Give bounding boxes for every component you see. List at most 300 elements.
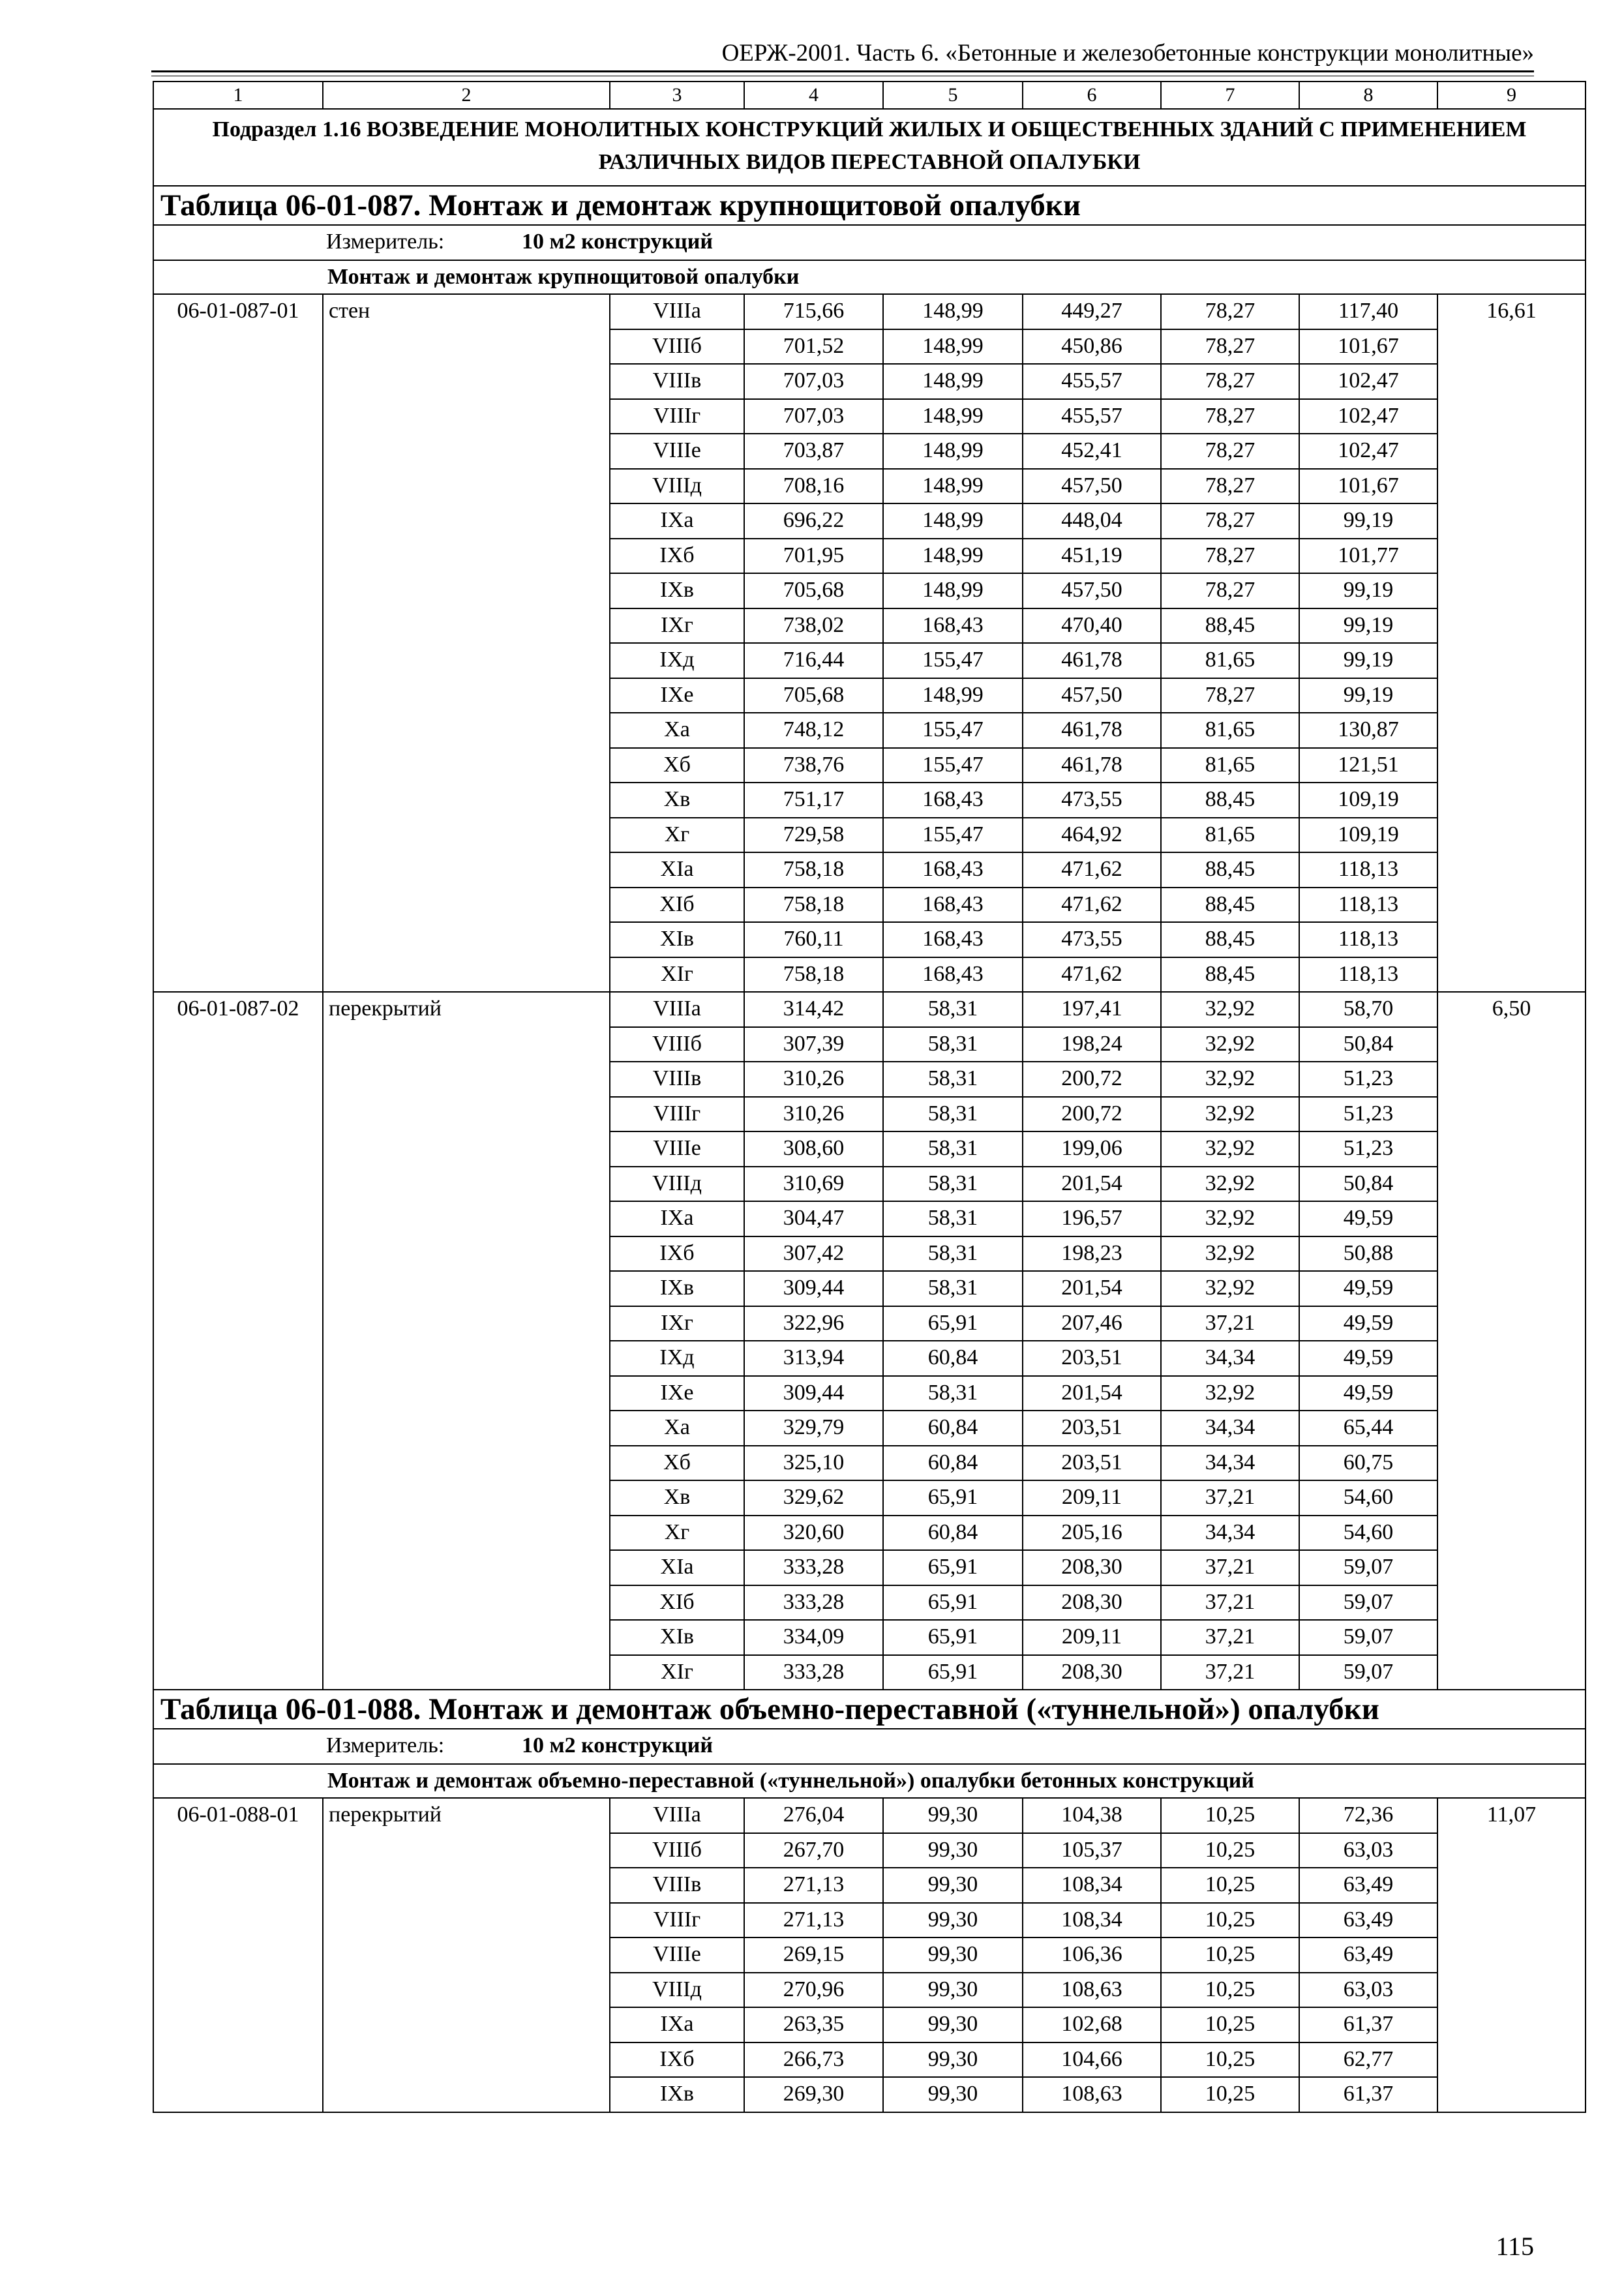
value-cell: 102,47 (1299, 399, 1437, 434)
value-cell: 81,65 (1161, 748, 1299, 783)
value-cell: 58,31 (883, 992, 1023, 1027)
region-cell: VIIIв (610, 1062, 744, 1097)
value-cell: 10,25 (1161, 1903, 1299, 1938)
region-cell: VIIIе (610, 1131, 744, 1167)
region-cell: Xа (610, 713, 744, 748)
value-cell: 168,43 (883, 852, 1023, 888)
value-cell: 471,62 (1023, 957, 1161, 993)
value-cell: 10,25 (1161, 2042, 1299, 2078)
value-cell: 32,92 (1161, 1271, 1299, 1306)
region-cell: VIIIв (610, 364, 744, 399)
value-cell: 708,16 (744, 469, 883, 504)
table-title: Таблица 06-01-087. Монтаж и демонтаж крупнощитовой опалубки (153, 186, 1586, 225)
value-cell: 209,11 (1023, 1480, 1161, 1516)
value-cell: 59,07 (1299, 1655, 1437, 1690)
value-cell: 334,09 (744, 1620, 883, 1655)
value-cell: 461,78 (1023, 713, 1161, 748)
value-cell: 81,65 (1161, 713, 1299, 748)
value-cell: 451,19 (1023, 539, 1161, 574)
value-cell: 58,31 (883, 1062, 1023, 1097)
column-number: 5 (883, 82, 1023, 109)
region-cell: VIIIд (610, 1973, 744, 2008)
value-cell: 751,17 (744, 783, 883, 818)
value-cell: 105,37 (1023, 1833, 1161, 1868)
value-cell: 99,30 (883, 1868, 1023, 1903)
value-cell: 276,04 (744, 1798, 883, 1833)
value-cell: 473,55 (1023, 783, 1161, 818)
value-cell: 32,92 (1161, 1062, 1299, 1097)
value-cell: 155,47 (883, 748, 1023, 783)
value-cell: 32,92 (1161, 1167, 1299, 1202)
value-cell: 705,68 (744, 678, 883, 713)
value-cell: 50,88 (1299, 1236, 1437, 1272)
value-cell: 59,07 (1299, 1620, 1437, 1655)
value-cell: 58,70 (1299, 992, 1437, 1027)
value-cell: 88,45 (1161, 783, 1299, 818)
value-cell: 148,99 (883, 329, 1023, 365)
value-cell: 63,49 (1299, 1868, 1437, 1903)
region-cell: IXг (610, 608, 744, 644)
value-cell: 65,91 (883, 1306, 1023, 1341)
value-cell: 310,26 (744, 1062, 883, 1097)
value-cell: 307,42 (744, 1236, 883, 1272)
value-cell: 37,21 (1161, 1306, 1299, 1341)
value-cell: 78,27 (1161, 573, 1299, 608)
value-cell: 266,73 (744, 2042, 883, 2078)
value-cell: 49,59 (1299, 1306, 1437, 1341)
value-cell: 452,41 (1023, 434, 1161, 469)
value-cell: 51,23 (1299, 1062, 1437, 1097)
value-cell: 148,99 (883, 364, 1023, 399)
value-cell: 329,62 (744, 1480, 883, 1516)
meter-label: Измеритель: (326, 1733, 445, 1758)
value-cell: 455,57 (1023, 364, 1161, 399)
value-cell: 78,27 (1161, 678, 1299, 713)
value-cell: 748,12 (744, 713, 883, 748)
region-cell: VIIIа (610, 294, 744, 329)
value-cell: 155,47 (883, 818, 1023, 853)
value-cell: 108,63 (1023, 1973, 1161, 2008)
header-rule (151, 70, 1534, 72)
value-cell: 101,67 (1299, 329, 1437, 365)
table-row (153, 992, 1586, 1027)
value-cell: 200,72 (1023, 1062, 1161, 1097)
value-cell: 58,31 (883, 1131, 1023, 1167)
region-cell: IXв (610, 1271, 744, 1306)
value-cell: 148,99 (883, 434, 1023, 469)
region-cell: VIIIг (610, 1097, 744, 1132)
value-cell: 448,04 (1023, 503, 1161, 539)
value-cell: 37,21 (1161, 1480, 1299, 1516)
value-cell: 148,99 (883, 678, 1023, 713)
value-cell: 457,50 (1023, 573, 1161, 608)
value-cell: 155,47 (883, 643, 1023, 678)
value-cell: 32,92 (1161, 1376, 1299, 1411)
value-cell: 10,25 (1161, 1798, 1299, 1833)
value-cell: 696,22 (744, 503, 883, 539)
column-number: 7 (1161, 82, 1299, 109)
region-cell: VIIIв (610, 1868, 744, 1903)
region-cell: IXб (610, 2042, 744, 2078)
value-cell: 464,92 (1023, 818, 1161, 853)
meter (153, 225, 1586, 260)
region-cell: Xб (610, 748, 744, 783)
table-row (153, 294, 1586, 329)
value-cell: 78,27 (1161, 539, 1299, 574)
value-cell: 61,37 (1299, 2077, 1437, 2112)
column-number: 2 (323, 82, 610, 109)
region-cell: IXг (610, 1306, 744, 1341)
value-cell: 99,19 (1299, 573, 1437, 608)
value-cell: 461,78 (1023, 643, 1161, 678)
value-cell: 198,23 (1023, 1236, 1161, 1272)
value-cell: 50,84 (1299, 1167, 1437, 1202)
value-cell: 99,19 (1299, 643, 1437, 678)
value-cell: 308,60 (744, 1131, 883, 1167)
region-cell: VIIIб (610, 1833, 744, 1868)
value-cell: 10,25 (1161, 1868, 1299, 1903)
value-cell: 99,30 (883, 1937, 1023, 1973)
value-cell: 78,27 (1161, 399, 1299, 434)
region-cell: VIIIг (610, 399, 744, 434)
value-cell: 51,23 (1299, 1131, 1437, 1167)
region-cell: XIб (610, 1585, 744, 1621)
region-cell: Xг (610, 818, 744, 853)
column-number: 8 (1299, 82, 1437, 109)
value-cell: 310,26 (744, 1097, 883, 1132)
column-number: 1 (153, 82, 323, 109)
value-cell: 72,36 (1299, 1798, 1437, 1833)
value-cell: 99,30 (883, 2007, 1023, 2042)
value-cell: 10,25 (1161, 2077, 1299, 2112)
value-cell: 201,54 (1023, 1376, 1161, 1411)
value-cell: 65,91 (883, 1480, 1023, 1516)
value-cell: 333,28 (744, 1550, 883, 1585)
value-cell: 34,34 (1161, 1341, 1299, 1376)
value-cell: 203,51 (1023, 1446, 1161, 1481)
table-title: Таблица 06-01-088. Монтаж и демонтаж объемно-переставной («туннельной») опалубки (153, 1690, 1586, 1729)
value-cell: 703,87 (744, 434, 883, 469)
region-cell: IXд (610, 1341, 744, 1376)
table-title-row (153, 186, 1586, 225)
value-cell: 148,99 (883, 469, 1023, 504)
column-numbers-row (153, 82, 1586, 109)
column-number: 6 (1023, 82, 1161, 109)
value-cell: 130,87 (1299, 713, 1437, 748)
value-cell: 309,44 (744, 1271, 883, 1306)
value-cell: 32,92 (1161, 1236, 1299, 1272)
value-cell: 99,19 (1299, 608, 1437, 644)
subsection-row (153, 109, 1586, 186)
value-cell: 59,07 (1299, 1585, 1437, 1621)
value-cell: 333,28 (744, 1585, 883, 1621)
page-number: 115 (1496, 2232, 1534, 2261)
value-cell: 51,23 (1299, 1097, 1437, 1132)
value-cell: 37,21 (1161, 1585, 1299, 1621)
work-name: перекрытий (323, 1798, 610, 2112)
meter-value: 10 м2 конструкций (522, 230, 713, 254)
work-name: перекрытий (323, 992, 610, 1690)
value-cell: 108,63 (1023, 2077, 1161, 2112)
value-cell: 198,24 (1023, 1027, 1161, 1062)
value-cell: 320,60 (744, 1516, 883, 1551)
value-cell: 121,51 (1299, 748, 1437, 783)
value-cell: 471,62 (1023, 888, 1161, 923)
value-cell: 88,45 (1161, 608, 1299, 644)
value-cell: 201,54 (1023, 1271, 1161, 1306)
value-cell: 32,92 (1161, 992, 1299, 1027)
value-cell: 78,27 (1161, 434, 1299, 469)
value-cell: 81,65 (1161, 643, 1299, 678)
value-cell: 208,30 (1023, 1585, 1161, 1621)
value-cell: 63,03 (1299, 1973, 1437, 2008)
meter-row (153, 225, 1586, 260)
value-cell: 267,70 (744, 1833, 883, 1868)
region-cell: XIв (610, 1620, 744, 1655)
value-cell: 32,92 (1161, 1097, 1299, 1132)
value-cell: 148,99 (883, 573, 1023, 608)
value-cell: 49,59 (1299, 1271, 1437, 1306)
value-cell: 325,10 (744, 1446, 883, 1481)
value-cell: 197,41 (1023, 992, 1161, 1027)
value-cell: 81,65 (1161, 818, 1299, 853)
region-cell: VIIIе (610, 434, 744, 469)
value-cell: 738,76 (744, 748, 883, 783)
value-cell: 78,27 (1161, 503, 1299, 539)
value-cell: 101,67 (1299, 469, 1437, 504)
group-title: Монтаж и демонтаж крупнощитовой опалубки (153, 260, 1586, 294)
value-cell: 304,47 (744, 1201, 883, 1236)
value-cell: 58,31 (883, 1167, 1023, 1202)
value-cell: 58,31 (883, 1027, 1023, 1062)
value-cell: 455,57 (1023, 399, 1161, 434)
value-cell: 196,57 (1023, 1201, 1161, 1236)
value-cell: 269,30 (744, 2077, 883, 2112)
value-cell: 32,92 (1161, 1131, 1299, 1167)
subsection-title: Подраздел 1.16 ВОЗВЕДЕНИЕ МОНОЛИТНЫХ КОНСТРУКЦИЙ ЖИЛЫХ И ОБЩЕСТВЕННЫХ ЗДАНИЙ С ПРИМЕНЕНИЕМ РАЗЛИЧНЫХ ВИДОВ ПЕРЕСТАВНОЙ ОПАЛУБКИ (153, 109, 1586, 186)
value-cell: 58,31 (883, 1201, 1023, 1236)
value-cell: 729,58 (744, 818, 883, 853)
region-cell: XIб (610, 888, 744, 923)
region-cell: IXе (610, 1376, 744, 1411)
value-cell: 471,62 (1023, 852, 1161, 888)
value-cell: 88,45 (1161, 888, 1299, 923)
norm-code: 06-01-087-02 (153, 992, 323, 1690)
value-cell: 58,31 (883, 1097, 1023, 1132)
value-cell: 310,69 (744, 1167, 883, 1202)
value-cell: 58,31 (883, 1271, 1023, 1306)
value-cell: 106,36 (1023, 1937, 1161, 1973)
value-cell: 60,84 (883, 1341, 1023, 1376)
region-cell: XIв (610, 922, 744, 957)
value-cell: 200,72 (1023, 1097, 1161, 1132)
value-cell: 148,99 (883, 539, 1023, 574)
value-cell: 168,43 (883, 922, 1023, 957)
value-cell: 208,30 (1023, 1655, 1161, 1690)
region-cell: Xг (610, 1516, 744, 1551)
value-cell: 470,40 (1023, 608, 1161, 644)
region-cell: VIIIб (610, 1027, 744, 1062)
region-cell: IXа (610, 2007, 744, 2042)
value-cell: 108,34 (1023, 1903, 1161, 1938)
value-cell: 37,21 (1161, 1620, 1299, 1655)
value-cell: 207,46 (1023, 1306, 1161, 1341)
norm-code: 06-01-087-01 (153, 294, 323, 992)
value-cell: 155,47 (883, 713, 1023, 748)
meter-label: Измеритель: (326, 230, 445, 254)
value-cell: 62,77 (1299, 2042, 1437, 2078)
value-cell: 99,30 (883, 2042, 1023, 2078)
value-cell: 63,03 (1299, 1833, 1437, 1868)
value-cell: 271,13 (744, 1903, 883, 1938)
value-cell: 60,75 (1299, 1446, 1437, 1481)
value-cell: 37,21 (1161, 1655, 1299, 1690)
value-cell: 49,59 (1299, 1376, 1437, 1411)
region-cell: Xб (610, 1446, 744, 1481)
value-cell: 201,54 (1023, 1167, 1161, 1202)
norms-table (153, 81, 1586, 2113)
value-cell: 701,95 (744, 539, 883, 574)
value-cell: 102,47 (1299, 434, 1437, 469)
value-cell: 715,66 (744, 294, 883, 329)
region-cell: VIIIд (610, 1167, 744, 1202)
value-cell: 168,43 (883, 888, 1023, 923)
value-cell: 65,91 (883, 1550, 1023, 1585)
region-cell: IXе (610, 678, 744, 713)
table-title-row (153, 1690, 1586, 1729)
value-cell: 99,30 (883, 1798, 1023, 1833)
value-cell: 50,84 (1299, 1027, 1437, 1062)
value-cell: 109,19 (1299, 818, 1437, 853)
value-cell: 168,43 (883, 608, 1023, 644)
value-cell: 88,45 (1161, 957, 1299, 993)
value-cell: 49,59 (1299, 1201, 1437, 1236)
region-cell: IXа (610, 503, 744, 539)
value-cell: 10,25 (1161, 1937, 1299, 1973)
value-cell: 461,78 (1023, 748, 1161, 783)
value-cell: 205,16 (1023, 1516, 1161, 1551)
value-cell: 449,27 (1023, 294, 1161, 329)
value-cell: 63,49 (1299, 1937, 1437, 1973)
column-number: 3 (610, 82, 744, 109)
column-number: 9 (1437, 82, 1586, 109)
running-header: ОЕРЖ-2001. Часть 6. «Бетонные и железобетонные конструкции монолитные» (721, 40, 1534, 67)
value-cell: 707,03 (744, 399, 883, 434)
value-cell: 99,30 (883, 1903, 1023, 1938)
region-cell: XIг (610, 1655, 744, 1690)
group-title-row (153, 260, 1586, 294)
value-cell: 65,91 (883, 1620, 1023, 1655)
value-cell: 58,31 (883, 1376, 1023, 1411)
value-cell: 102,68 (1023, 2007, 1161, 2042)
value-cell: 88,45 (1161, 852, 1299, 888)
value-cell: 322,96 (744, 1306, 883, 1341)
region-cell: Xв (610, 783, 744, 818)
value-cell: 34,34 (1161, 1411, 1299, 1446)
value-cell: 60,84 (883, 1446, 1023, 1481)
value-cell: 148,99 (883, 503, 1023, 539)
value-cell: 269,15 (744, 1937, 883, 1973)
value-cell: 78,27 (1161, 364, 1299, 399)
value-cell: 34,34 (1161, 1516, 1299, 1551)
value-cell: 78,27 (1161, 294, 1299, 329)
value-cell: 104,38 (1023, 1798, 1161, 1833)
value-cell: 61,37 (1299, 2007, 1437, 2042)
region-cell: Xа (610, 1411, 744, 1446)
value-cell: 10,25 (1161, 1973, 1299, 2008)
value-cell: 450,86 (1023, 329, 1161, 365)
region-cell: IXд (610, 643, 744, 678)
region-cell: VIIIе (610, 1937, 744, 1973)
value-cell: 108,34 (1023, 1868, 1161, 1903)
value-cell: 65,44 (1299, 1411, 1437, 1446)
region-cell: IXв (610, 573, 744, 608)
value-cell: 60,84 (883, 1516, 1023, 1551)
value-cell: 758,18 (744, 957, 883, 993)
value-cell: 314,42 (744, 992, 883, 1027)
value-cell: 118,13 (1299, 957, 1437, 993)
value-cell: 59,07 (1299, 1550, 1437, 1585)
norm-code: 06-01-088-01 (153, 1798, 323, 2112)
group-title-row (153, 1764, 1586, 1798)
value-cell: 60,84 (883, 1411, 1023, 1446)
work-name: стен (323, 294, 610, 992)
value-cell: 118,13 (1299, 888, 1437, 923)
value-cell: 473,55 (1023, 922, 1161, 957)
value-cell: 78,27 (1161, 329, 1299, 365)
value-cell: 309,44 (744, 1376, 883, 1411)
value-cell: 329,79 (744, 1411, 883, 1446)
region-cell: IXб (610, 539, 744, 574)
value-cell: 209,11 (1023, 1620, 1161, 1655)
value-cell: 65,91 (883, 1585, 1023, 1621)
value-cell: 168,43 (883, 957, 1023, 993)
value-cell: 65,91 (883, 1655, 1023, 1690)
value-cell: 760,11 (744, 922, 883, 957)
value-cell: 758,18 (744, 852, 883, 888)
value-cell: 457,50 (1023, 678, 1161, 713)
value-cell: 758,18 (744, 888, 883, 923)
col9-value: 6,50 (1437, 992, 1586, 1690)
value-cell: 270,96 (744, 1973, 883, 2008)
value-cell: 49,59 (1299, 1341, 1437, 1376)
value-cell: 99,30 (883, 2077, 1023, 2112)
value-cell: 263,35 (744, 2007, 883, 2042)
value-cell: 738,02 (744, 608, 883, 644)
value-cell: 203,51 (1023, 1341, 1161, 1376)
value-cell: 88,45 (1161, 922, 1299, 957)
meter-row (153, 1729, 1586, 1764)
value-cell: 102,47 (1299, 364, 1437, 399)
value-cell: 32,92 (1161, 1027, 1299, 1062)
region-cell: VIIIг (610, 1903, 744, 1938)
value-cell: 701,52 (744, 329, 883, 365)
value-cell: 101,77 (1299, 539, 1437, 574)
column-number: 4 (744, 82, 883, 109)
col9-value: 16,61 (1437, 294, 1586, 992)
meter-value: 10 м2 конструкций (522, 1733, 713, 1758)
region-cell: VIIIа (610, 992, 744, 1027)
value-cell: 10,25 (1161, 1833, 1299, 1868)
value-cell: 705,68 (744, 573, 883, 608)
value-cell: 307,39 (744, 1027, 883, 1062)
meter (153, 1729, 1586, 1764)
value-cell: 118,13 (1299, 922, 1437, 957)
region-cell: VIIIб (610, 329, 744, 365)
value-cell: 148,99 (883, 399, 1023, 434)
region-cell: IXб (610, 1236, 744, 1272)
value-cell: 168,43 (883, 783, 1023, 818)
